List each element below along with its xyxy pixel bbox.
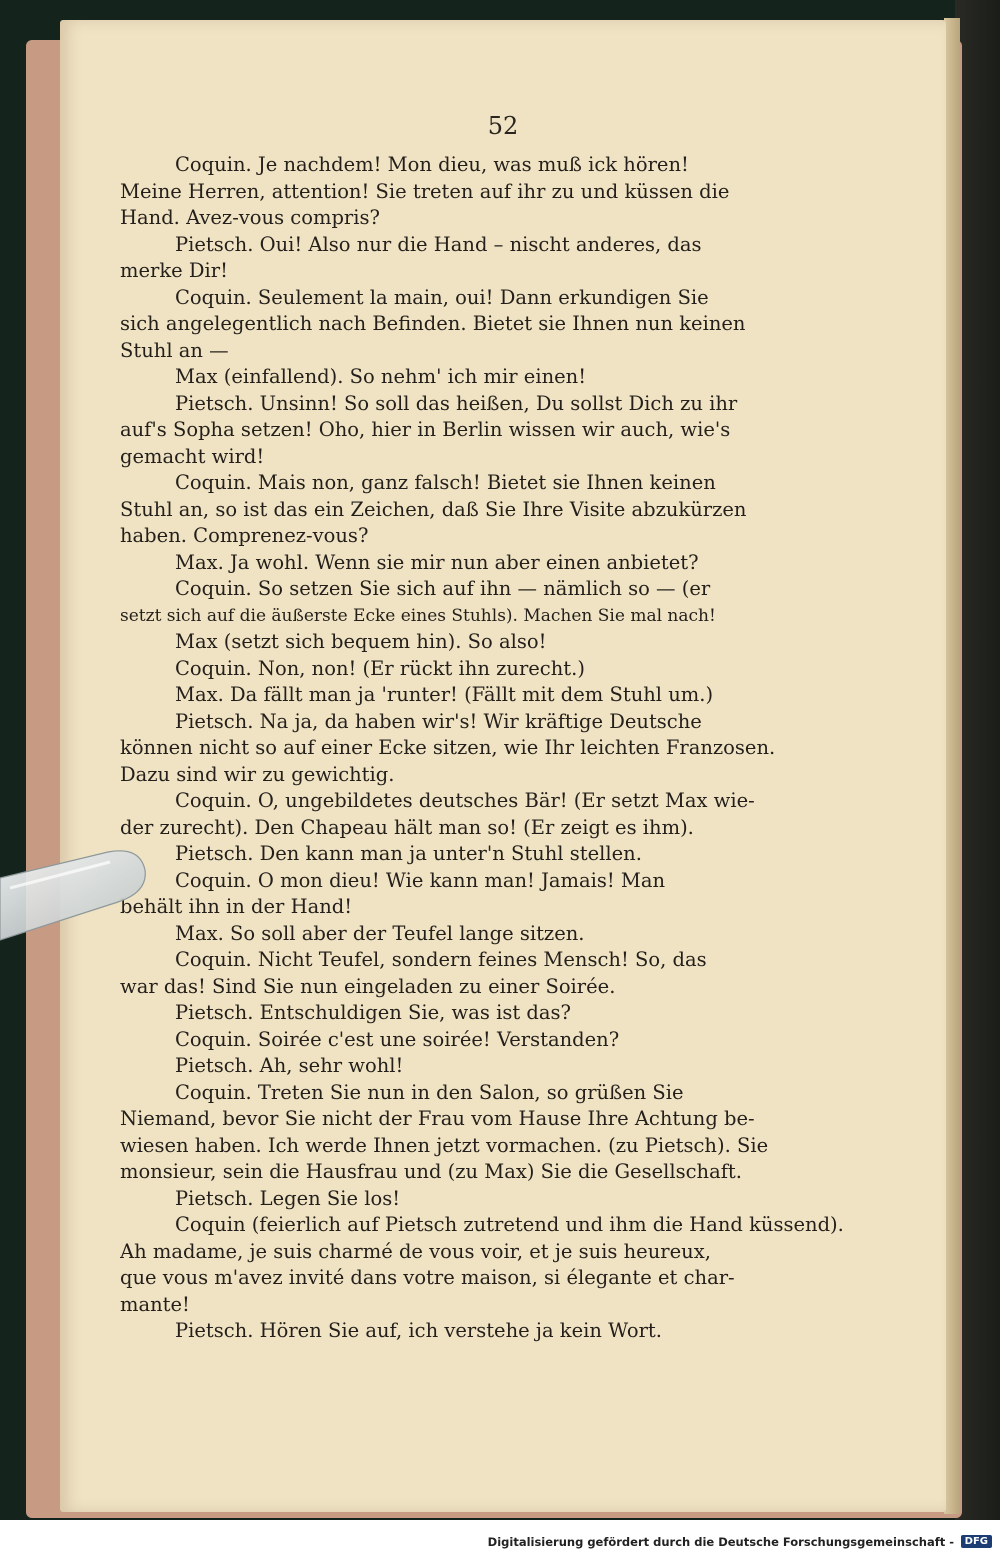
text-line: Pietsch. Na ja, da haben wir's! Wir kräftige Deutsche: [175, 709, 702, 733]
text-line: setzt sich auf die äußerste Ecke eines Stuhls). Machen Sie mal nach!: [120, 605, 716, 626]
text-line: gemacht wird!: [120, 444, 265, 468]
text-line: sich angelegentlich nach Befinden. Bietet sie Ihnen nun keinen: [120, 312, 746, 335]
text-line: merke Dir!: [120, 259, 228, 282]
text-line: mante!: [120, 1292, 190, 1316]
text-line: Coquin. Mais non, ganz falsch! Bietet sie Ihnen keinen: [175, 471, 716, 494]
text-line: Pietsch. Legen Sie los!: [175, 1186, 401, 1210]
text-line: der zurecht). Den Chapeau hält man so! (Er zeigt es ihm).: [120, 815, 694, 839]
page-number: 52: [487, 112, 519, 140]
text-line: Ah madame, je suis charmé de vous voir, et je suis heureux,: [120, 1239, 711, 1263]
text-line: Coquin (feierlich auf Pietsch zutretend und ihm die Hand küssend).: [175, 1213, 844, 1236]
text-line: Hand. Avez-vous compris?: [120, 206, 380, 229]
text-line: wiesen haben. Ich werde Ihnen jetzt vormachen. (zu Pietsch). Sie: [120, 1133, 769, 1157]
text-line: Coquin. Je nachdem! Mon dieu, was muß ick hören!: [175, 153, 689, 176]
page-text: [120, 152, 906, 1345]
text-line: Max (setzt sich bequem hin). So also!: [175, 630, 547, 653]
page-holder-clip: [0, 840, 150, 950]
text-line: Coquin. Soirée c'est une soirée! Verstanden?: [175, 1027, 620, 1051]
text-line: war das! Sind Sie nun eingeladen zu einer Soirée.: [120, 974, 616, 998]
text-line: Max. Ja wohl. Wenn sie mir nun aber einen anbietet?: [175, 550, 699, 574]
text-line: Meine Herren, attention! Sie treten auf ihr zu und küssen die: [120, 179, 730, 203]
text-line: Pietsch. Entschuldigen Sie, was ist das?: [175, 1001, 571, 1024]
funding-credit: Digitalisierung gefördert durch die Deutsche Forschungsgemeinschaft -: [487, 1535, 954, 1549]
page-stack-edge: [944, 18, 960, 1514]
text-line: Max. Da fällt man ja 'runter! (Fällt mit dem Stuhl um.): [175, 683, 714, 706]
text-line: haben. Comprenez-vous?: [120, 524, 369, 547]
text-line: Pietsch. Unsinn! So soll das heißen, Du sollst Dich zu ihr: [175, 391, 738, 415]
text-line: Pietsch. Den kann man ja unter'n Stuhl stellen.: [175, 842, 642, 865]
dfg-logo: DFG: [961, 1535, 992, 1548]
text-line: Max. So soll aber der Teufel lange sitzen.: [175, 921, 585, 945]
text-line: Stuhl an —: [120, 338, 229, 362]
text-line: Pietsch. Ah, sehr wohl!: [175, 1054, 404, 1077]
text-line: können nicht so auf einer Ecke sitzen, wie Ihr leichten Franzosen.: [120, 736, 776, 759]
text-line: monsieur, sein die Hausfrau und (zu Max) Sie die Gesellschaft.: [120, 1160, 742, 1183]
text-line: Pietsch. Oui! Also nur die Hand – nischt anderes, das: [175, 232, 702, 256]
text-line: Coquin. Treten Sie nun in den Salon, so grüßen Sie: [175, 1080, 684, 1104]
text-line: auf's Sopha setzen! Oho, hier in Berlin wissen wir auch, wie's: [120, 418, 731, 441]
text-line: Coquin. Seulement la main, oui! Dann erkundigen Sie: [175, 285, 709, 309]
text-line: Stuhl an, so ist das ein Zeichen, daß Sie Ihre Visite abzukürzen: [120, 497, 747, 521]
text-line: Max (einfallend). So nehm' ich mir einen!: [175, 365, 587, 388]
text-line: Coquin. Nicht Teufel, sondern feines Mensch! So, das: [175, 948, 707, 971]
text-line: Pietsch. Hören Sie auf, ich verstehe ja kein Wort.: [175, 1319, 662, 1342]
text-line: Coquin. Non, non! (Er rückt ihn zurecht.): [175, 656, 585, 680]
text-line: Coquin. So setzen Sie sich auf ihn — nämlich so — (er: [175, 577, 711, 600]
text-line: Niemand, bevor Sie nicht der Frau vom Hause Ihre Achtung be-: [120, 1107, 755, 1130]
text-line: Coquin. O mon dieu! Wie kann man! Jamais! Man: [175, 868, 666, 892]
text-line: behält ihn in der Hand!: [120, 895, 353, 918]
text-line: que vous m'avez invité dans votre maison, si élegante et char-: [120, 1266, 735, 1289]
text-line: Dazu sind wir zu gewichtig.: [120, 762, 395, 786]
text-line: Coquin. O, ungebildetes deutsches Bär! (Er setzt Max wie-: [175, 789, 755, 812]
